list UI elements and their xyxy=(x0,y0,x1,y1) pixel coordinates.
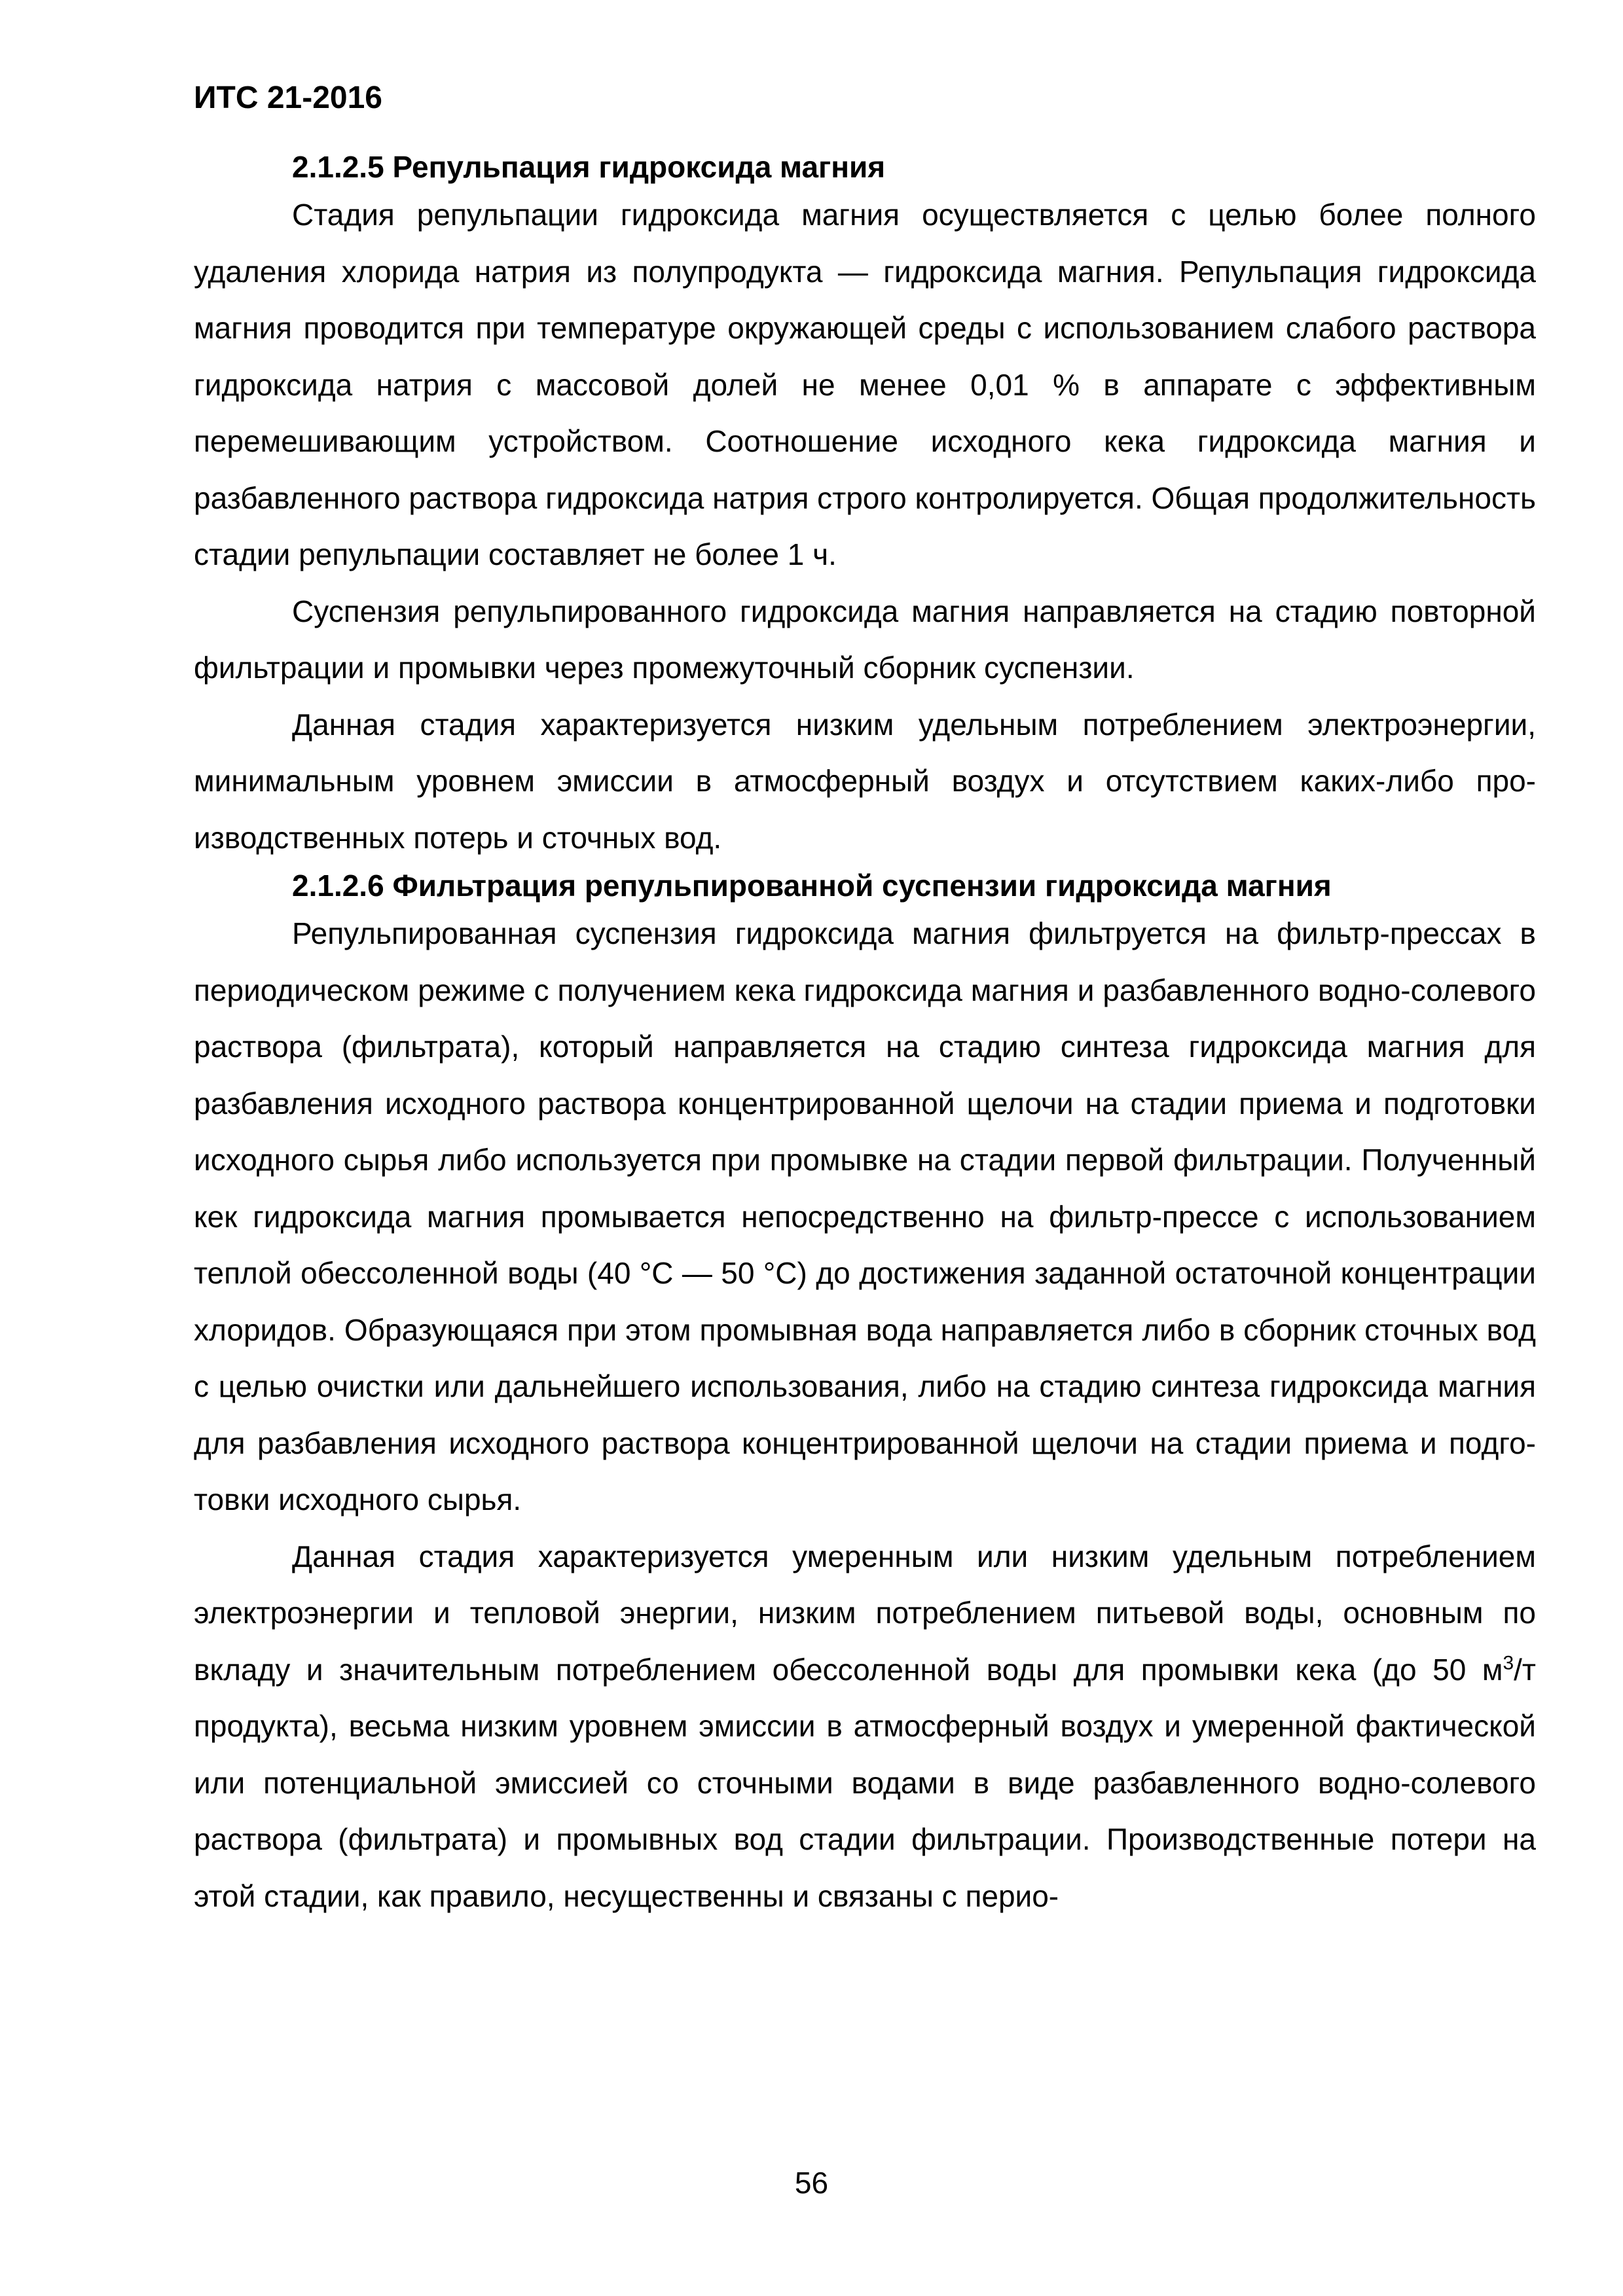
section-heading-2-1-2-6: 2.1.2.6 Фильтрация репульпированной суспензии гидроксида магния xyxy=(292,869,1332,903)
paragraph xyxy=(194,1528,1536,1925)
paragraph: Данная стадия характеризуется низким удельным потреблением электроэнергии, минимальным уровнем эмиссии в атмосферный воздух и отсутствием каких-либо производственных потерь и сточных вод. xyxy=(194,707,1536,855)
document-code: ИТС 21-2016 xyxy=(194,81,382,115)
page-body xyxy=(194,147,1536,1924)
paragraph-text: Данная стадия характеризуется умеренным или низким удельным потреблением электроэнергии и тепловой энергии, низким потреблением питьевой воды, основным по вкладу и значительным потреблением обессоленной воды для промывки кека (до 50 м xyxy=(194,1539,1536,1687)
superscript: 3 xyxy=(1503,1652,1514,1674)
paragraph: Репульпированная суспензия гидроксида магния фильтруется на фильтр-прессах в периодическом режиме с получением кека гидроксида магния и разбавленного водно-солевого раствора (фильтрата), который направляется на стадию синтеза гидроксида магния для разбавления исходного раствора концентрированной щелочи на стадии приема и подготовки исходного сырья либо используется при промывке на стадии первой фильтрации. Полученный кек гидроксида магния промывается непосредственно на фильтр-прессе с использованием теплой обессоленной воды (40 °С — 50 °С) до достижения заданной остаточной концентрации хлоридов. Образующаяся при этом промывная вода направляется либо в сборник сточных вод с целью очистки или дальнейшего использования, либо на стадию синтеза гидроксида магния для разбавления исходного раствора концентрированной щелочи на стадии приема и подготовки исходного сырья. xyxy=(194,916,1536,1516)
paragraph: Суспензия репульпированного гидроксида магния направляется на стадию повторной фильтрации и промывки через промежуточный сборник суспензии. xyxy=(194,594,1536,685)
page-number: 56 xyxy=(794,2166,829,2200)
paragraph: Стадия репульпации гидроксида магния осуществляется с целью более полного удаления хлорида натрия из полупродукта — гидроксида магния. Репульпация гидроксида магния проводится при температуре окружающей среды с использованием слабого раствора гидроксида натрия с массовой долей не менее 0,01 % в аппарате с эффективным перемешивающим устройством. Соотношение исходного кека гидроксида магния и разбавленного раствора гидроксида натрия строго контролируется. Общая продолжительность стадии репульпации составляет не более 1 ч. xyxy=(194,198,1536,571)
paragraph-text: /т продукта), весьма низким уровнем эмиссии в атмосферный воздух и умеренной фактической или потенциальной эмиссией со сточными водами в виде разбавленного водно-солевого раствора (фильтрата) и промывных вод стадии фильтрации. Производственные потери на этой стадии, как правило, несущественны и связаны с перио- xyxy=(194,1652,1536,1913)
section-heading-2-1-2-5: 2.1.2.5 Репульпация гидроксида магния xyxy=(292,150,886,184)
